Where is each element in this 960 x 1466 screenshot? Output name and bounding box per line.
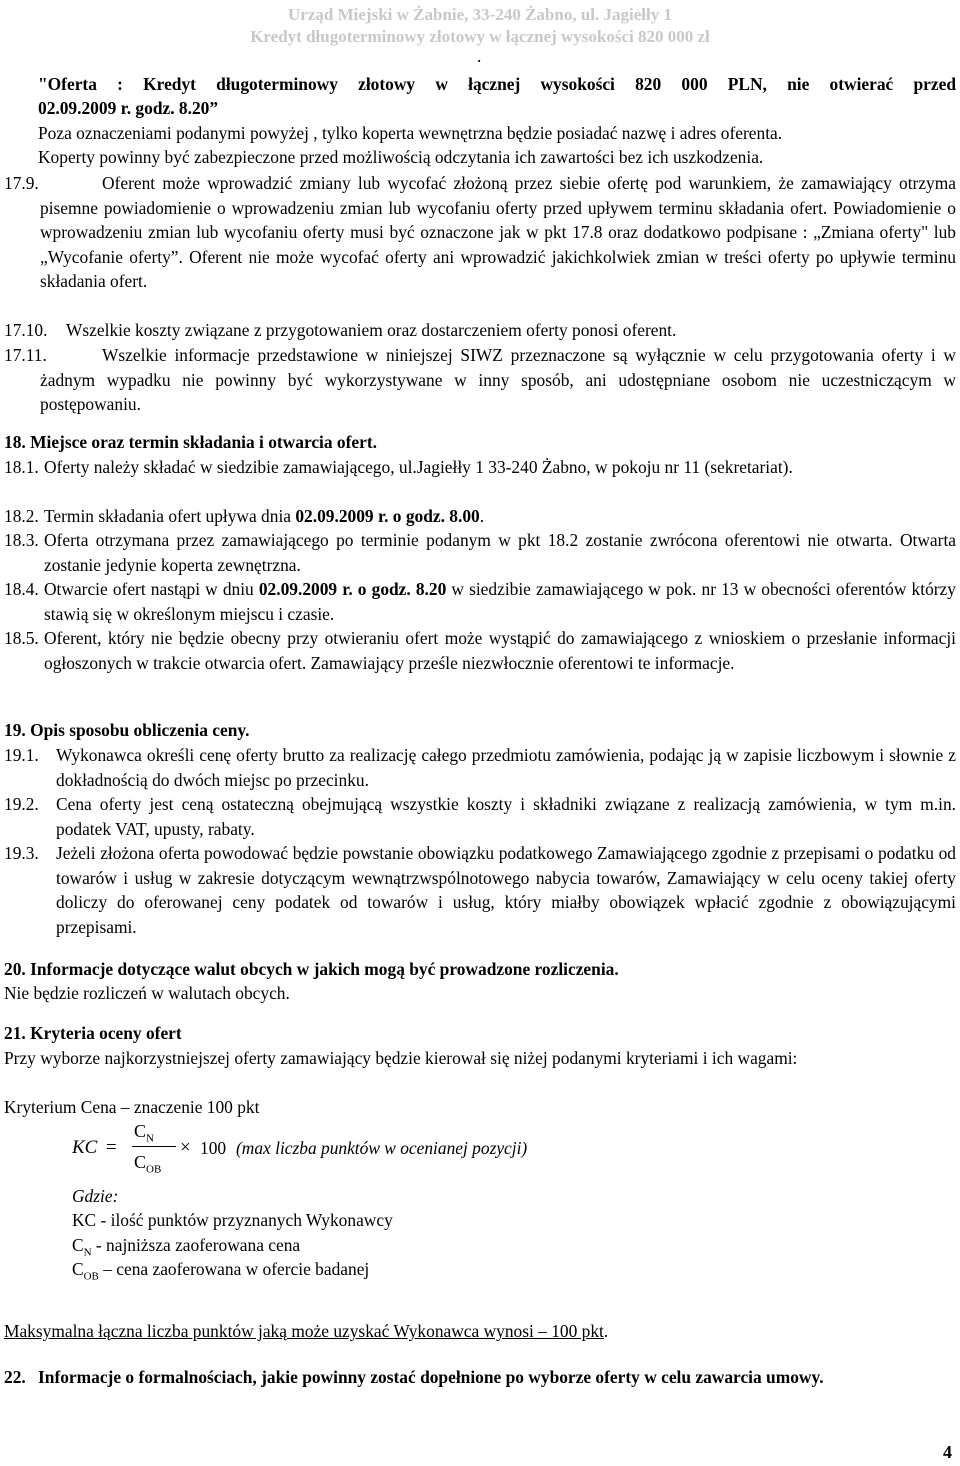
section-19-heading: 19. Opis sposobu obliczenia ceny. (4, 720, 250, 740)
section-19-3 (4, 841, 956, 939)
gdzie-label: Gdzie: (72, 1186, 119, 1206)
section-18-3 (4, 528, 956, 577)
item-number: 19.3. (4, 843, 39, 863)
item-text: Oferent, który nie będzie obecny przy otwieraniu ofert może wystąpić do zamawiającego z wnioskiem o przesłanie informacji ogłoszonych w trakcie otwarcia ofert. Zamawiający prześle niezwłocznie oferentowi te informacje. (44, 628, 956, 673)
item-number: 17.11. (4, 345, 47, 365)
item-number: 19.1. (4, 745, 39, 765)
max-points-line (4, 1319, 608, 1344)
offer-line-2: 02.09.2009 r. godz. 8.20” (38, 98, 219, 118)
definition-cob (72, 1257, 369, 1289)
max-points-end: . (603, 1321, 609, 1341)
item-number: 17.9. (4, 173, 39, 193)
section-22-number: 22. (4, 1367, 26, 1387)
opening-date: 02.09.2009 r. o godz. 8.20 (258, 579, 447, 599)
section-19-1 (4, 743, 956, 792)
fraction-bar (132, 1146, 176, 1147)
section-17-10 (4, 318, 956, 343)
section-18-4 (4, 577, 956, 626)
definition-kc: KC - ilość punktów przyznanych Wykonawcy (72, 1210, 393, 1230)
cob-c: C (72, 1259, 84, 1279)
formula-denominator (134, 1150, 161, 1182)
item-text: Oferta otrzymana przez zamawiającego po terminie podanym w pkt 18.2 zostanie zwrócona oferentowi nie otwarta. Otwarta zostanie jedynie koperta zewnętrzna. (44, 530, 956, 575)
item-number: 18.4. (4, 579, 39, 599)
cn-c: C (72, 1235, 84, 1255)
denominator-c: C (134, 1152, 147, 1172)
numerator-c: C (134, 1121, 147, 1141)
section-19-2 (4, 792, 956, 841)
item-number: 19.2. (4, 794, 39, 814)
header-dot: . (477, 46, 482, 66)
cob-sub: OB (83, 1270, 99, 1283)
formula-equals: = (106, 1137, 117, 1158)
text-post: . (479, 506, 485, 526)
item-text: Wykonawca określi cenę oferty brutto za realizację całego przedmiotu zamówienia, podając ją w zapisie liczbowym i słownie z dokładnością do dwóch miejsc po przecinku. (56, 745, 956, 790)
denominator-sub: OB (146, 1163, 162, 1176)
formula-lhs: KC (72, 1137, 98, 1158)
formula-value: 100 (200, 1138, 227, 1158)
section-20-text: Nie będzie rozliczeń w walutach obcych. (4, 983, 290, 1003)
section-21-heading: 21. Kryteria oceny ofert (4, 1023, 182, 1043)
section-18-2 (4, 504, 956, 529)
item-number: 18.1. (4, 457, 39, 477)
section-17-11-text (4, 343, 956, 417)
item-number: 18.5. (4, 628, 39, 648)
item-text (44, 577, 956, 626)
formula-times: × (180, 1137, 191, 1158)
section-21-text: Przy wyborze najkorzystniejszej oferty zamawiający będzie kierował się niżej podanymi kryteriami i ich wagami: (4, 1048, 798, 1068)
offer-line-1: "Oferta : Kredyt długoterminowy złotowy w łącznej wysokości 820 000 PLN, nie otwierać przed (38, 74, 956, 94)
section-17-9-text (4, 171, 956, 294)
section-17-11-body: Wszelkie informacje przedstawione w niniejszej SIWZ przeznaczone są wyłącznie w celu przygotowania oferty i w żadnym wypadku nie powinny być wykorzystywane w inny sposób, ani udostępniane osobom nie uczestniczącym w postępowaniu. (40, 345, 956, 414)
text-pre: Otwarcie ofert nastąpi w dniu (44, 579, 259, 599)
cob-text: – cena zaoferowana w ofercie badanej (98, 1259, 370, 1279)
section-17-9-body: Oferent może wprowadzić zmiany lub wycofać złożoną przez siebie ofertę pod warunkiem, że zamawiający otrzyma pisemne powiadomienie o wprowadzeniu zmian lub wycofaniu oferty przed upływem terminu składania ofert. Powiadomienie o wprowadzeniu zmian lub wycofaniu oferty musi być oznaczone jak w pkt 17.8 oraz dodatkowo podpisane : „Zmiana oferty" lub „Wycofanie oferty”. Oferent nie może wycofać oferty ani wprowadzić jakichkolwiek zmian w treści oferty po upływie terminu składania ofert. (40, 173, 956, 291)
section-21-criterion: Kryterium Cena – znaczenie 100 pkt (4, 1097, 260, 1117)
max-points-underlined: Maksymalna łączna liczba punktów jaką może uzyskać Wykonawca wynosi – 100 pkt (4, 1321, 604, 1341)
text-pre: Termin składania ofert upływa dnia (44, 506, 296, 526)
cn-sub: N (83, 1246, 92, 1259)
section-20-heading: 20. Informacje dotyczące walut obcych w jakich mogą być prowadzone rozliczenia. (4, 959, 619, 979)
deadline-date: 02.09.2009 r. o godz. 8.00 (295, 506, 480, 526)
offer-line-3: Poza oznaczeniami podanymi powyżej , tylko koperta wewnętrzna będzie posiadać nazwę i adres oferenta. (38, 123, 783, 143)
text-post: w siedzibie zamawiającego w pok. nr 13 w obecności oferentów którzy stawią się w określonym miejscu i czasie. (44, 579, 956, 624)
item-text: Cena oferty jest ceną ostateczną obejmującą wszystkie koszty i składniki związane z realizacją zamówienia, w tym m.in. podatek VAT, upusty, rabaty. (56, 794, 956, 839)
item-text: Wszelkie koszty związane z przygotowaniem oraz dostarczeniem oferty ponosi oferent. (66, 320, 677, 340)
header-line-2: Kredyt długoterminowy złotowy w łącznej wysokości 820 000 zł (250, 27, 710, 46)
offer-line-4: Koperty powinny być zabezpieczone przed możliwością odczytania ich zawartości bez ich uszkodzenia. (38, 147, 764, 167)
formula-note: (max liczba punktów w ocenianej pozycji) (236, 1138, 528, 1158)
cn-text: - najniższa zaoferowana cena (91, 1235, 301, 1255)
item-number: 18.3. (4, 530, 39, 550)
item-text: Oferty należy składać w siedzibie zamawiającego, ul.Jagiełły 1 33-240 Żabno, w pokoju nr 11 (sekretariat). (44, 457, 793, 477)
section-18-1 (4, 455, 956, 480)
numerator-sub: N (146, 1132, 154, 1145)
header-line-1: Urząd Miejski w Żabnie, 33-240 Żabno, ul. Jagiełły 1 (288, 5, 672, 24)
section-18-5 (4, 626, 956, 675)
section-18-heading: 18. Miejsce oraz termin składania i otwarcia ofert. (4, 432, 377, 452)
page-number: 4 (943, 1442, 952, 1462)
section-22-text: Informacje o formalnościach, jakie powinny zostać dopełnione po wyborze oferty w celu zawarcia umowy. (38, 1367, 824, 1387)
item-number: 17.10. (4, 320, 48, 340)
item-number: 18.2. (4, 506, 39, 526)
item-text: Jeżeli złożona oferta powodować będzie powstanie obowiązku podatkowego Zamawiającego zgodnie z przepisami o podatku od towarów i usług w zakresie dotyczącym wewnątrzwspólnotowego nabycia towarów, Zamawiający w celu oceny takiej oferty doliczy do oferowanej ceny podatek od towarów i usług, który miałby obowiązek wpłacić zgodnie z obowiązującymi przepisami. (56, 843, 956, 937)
item-text (44, 504, 956, 529)
